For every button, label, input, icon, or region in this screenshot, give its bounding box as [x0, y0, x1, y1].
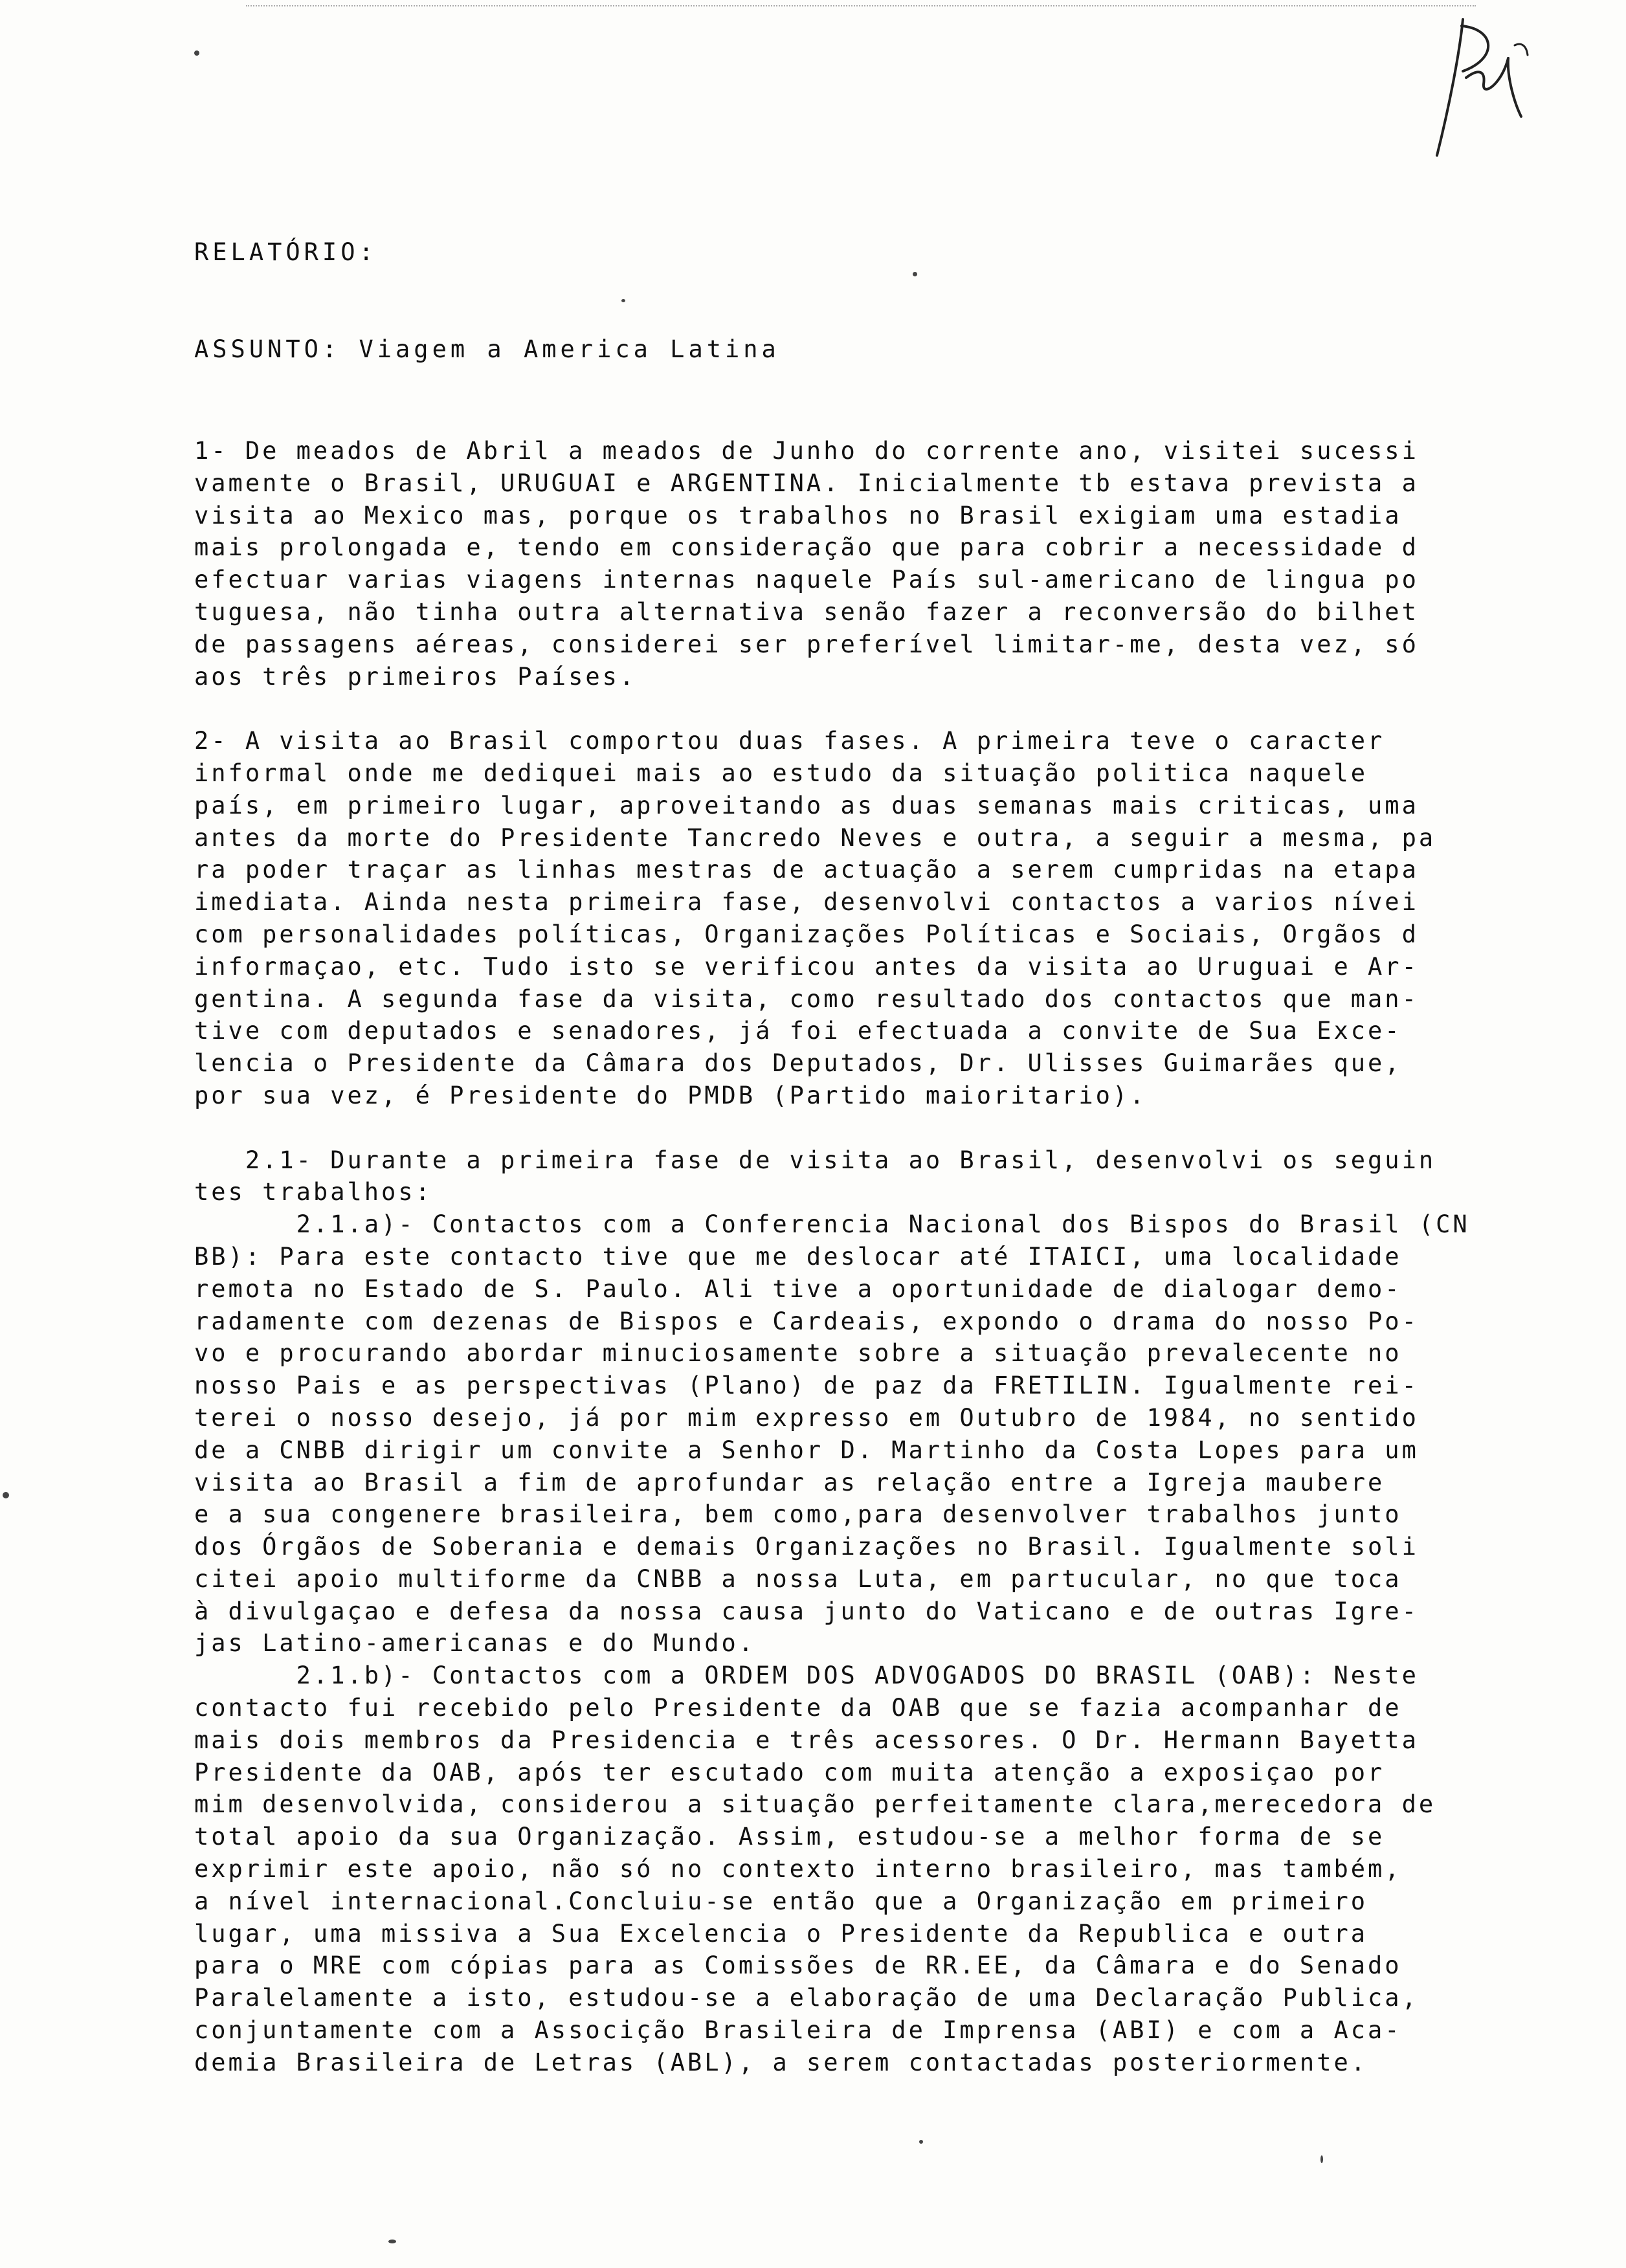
scan-artifact-top — [246, 5, 1476, 13]
text-line: 2.1- Durante a primeira fase de visita ao Brasil, desenvolvi os seguin — [194, 1146, 1436, 1174]
text-line: tuguesa, não tinha outra alternativa senão fazer a reconversão do bilhet — [194, 597, 1419, 626]
text-line: lencia o Presidente da Câmara dos Deputados, Dr. Ulisses Guimarães que, — [194, 1049, 1402, 1078]
scan-speck — [194, 50, 199, 56]
text-line: por sua vez, é Presidente do PMDB (Partido maioritario). — [194, 1081, 1147, 1109]
handwritten-signature — [1424, 6, 1541, 162]
paragraph-1 — [194, 435, 1541, 693]
text-line: tive com deputados e senadores, já foi efectuada a convite de Sua Exce- — [194, 1017, 1402, 1045]
text-line: remota no Estado de S. Paulo. Ali tive a oportunidade de dialogar demo- — [194, 1274, 1402, 1303]
text-line: informaçao, etc. Tudo isto se verificou antes da visita ao Uruguai e Ar- — [194, 952, 1419, 981]
text-line: tes trabalhos: — [194, 1178, 432, 1206]
text-line: informal onde me dediquei mais ao estudo da situação politica naquele — [194, 759, 1368, 787]
text-line: à divulgaçao e defesa da nossa causa junto do Vaticano e de outras Igre- — [194, 1597, 1419, 1625]
text-line: terei o nosso desejo, já por mim expresso em Outubro de 1984, no sentido — [194, 1403, 1419, 1432]
text-line: 2.1.a)- Contactos com a Conferencia Nacional dos Bispos do Brasil (CN — [194, 1210, 1470, 1239]
scan-speck — [913, 272, 917, 276]
scan-speck — [1320, 2155, 1323, 2163]
scan-speck — [621, 299, 625, 302]
text-line: citei apoio multiforme da CNBB a nossa Luta, em partucular, no que toca — [194, 1564, 1402, 1593]
text-line: vamente o Brasil, URUGUAI e ARGENTINA. Inicialmente tb estava prevista a — [194, 469, 1419, 497]
text-line: 2.1.b)- Contactos com a ORDEM DOS ADVOGADOS DO BRASIL (OAB): Neste — [194, 1662, 1419, 1690]
text-line: visita ao Brasil a fim de aprofundar as relação entre a Igreja maubere — [194, 1468, 1385, 1496]
scan-speck — [388, 2240, 396, 2243]
text-line: de passagens aéreas, considerei ser preferível limitar-me, desta vez, só — [194, 630, 1419, 658]
text-line: imediata. Ainda nesta primeira fase, desenvolvi contactos a varios nívei — [194, 888, 1419, 917]
text-line: conjuntamente com a Associção Brasileira de Imprensa (ABI) e com a Aca- — [194, 2016, 1402, 2045]
text-line: com personalidades políticas, Organizações Políticas e Sociais, Orgãos d — [194, 920, 1419, 948]
text-line: dos Órgãos de Soberania e demais Organizações no Brasil. Igualmente soli — [194, 1533, 1419, 1561]
text-line: radamente com dezenas de Bispos e Cardeais, expondo o drama do nosso Po- — [194, 1307, 1419, 1335]
text-line: 1- De meados de Abril a meados de Junho do corrente ano, visitei sucessi — [194, 437, 1419, 465]
paragraph-gap — [194, 1112, 1541, 1144]
text-line: mais prolongada e, tendo em consideração que para cobrir a necessidade d — [194, 533, 1419, 562]
text-line: nosso Pais e as perspectivas (Plano) de paz da FRETILIN. Igualmente rei- — [194, 1372, 1419, 1400]
report-body — [194, 435, 1541, 2079]
text-line: 2- A visita ao Brasil comportou duas fases. A primeira teve o caracter — [194, 727, 1385, 755]
text-line: total apoio da sua Organização. Assim, estudou-se a melhor forma de se — [194, 1823, 1385, 1851]
text-line: visita ao Mexico mas, porque os trabalhos no Brasil exigiam uma estadia — [194, 501, 1402, 529]
text-line: Presidente da OAB, após ter escutado com muita atenção a exposiçao por — [194, 1758, 1385, 1786]
report-subject: ASSUNTO: Viagem a America Latina — [194, 335, 780, 363]
text-line: BB): Para este contacto tive que me deslocar até ITAICI, uma localidade — [194, 1242, 1402, 1271]
text-line: país, em primeiro lugar, aproveitando as duas semanas mais criticas, uma — [194, 791, 1419, 819]
text-line: para o MRE com cópias para as Comissões de RR.EE, da Câmara e do Senado — [194, 1951, 1402, 1980]
paragraph-gap — [194, 693, 1541, 725]
text-line: contacto fui recebido pelo Presidente da OAB que se fazia acompanhar de — [194, 1694, 1402, 1722]
scan-speck — [3, 1492, 9, 1498]
text-line: efectuar varias viagens internas naquele País sul-americano de lingua po — [194, 566, 1419, 594]
text-line: lugar, uma missiva a Sua Excelencia o Presidente da Republica e outra — [194, 1919, 1368, 1948]
text-line: ra poder traçar as linhas mestras de actuação a serem cumpridas na etapa — [194, 856, 1419, 884]
text-line: gentina. A segunda fase da visita, como resultado dos contactos que man- — [194, 984, 1419, 1013]
text-line: e a sua congenere brasileira, bem como,para desenvolver trabalhos junto — [194, 1500, 1402, 1529]
text-line: antes da morte do Presidente Tancredo Neves e outra, a seguir a mesma, pa — [194, 823, 1436, 852]
text-line: aos três primeiros Países. — [194, 662, 637, 691]
report-title: RELATÓRIO: — [194, 238, 377, 266]
paragraph-2 — [194, 725, 1541, 1112]
text-line: mais dois membros da Presidencia e três acessores. O Dr. Hermann Bayetta — [194, 1726, 1419, 1754]
text-line: demia Brasileira de Letras (ABL), a serem contactadas posteriormente. — [194, 2048, 1368, 2076]
text-line: a nível internacional.Concluiu-se então que a Organização em primeiro — [194, 1887, 1368, 1915]
scan-speck — [919, 2140, 923, 2144]
text-line: mim desenvolvida, considerou a situação perfeitamente clara,merecedora de — [194, 1790, 1436, 1819]
text-line: de a CNBB dirigir um convite a Senhor D. Martinho da Costa Lopes para um — [194, 1436, 1419, 1464]
text-line: exprimir este apoio, não só no contexto interno brasileiro, mas também, — [194, 1855, 1402, 1884]
paragraph-3 — [194, 1144, 1541, 2079]
text-line: vo e procurando abordar minuciosamente sobre a situação prevalecente no — [194, 1339, 1402, 1368]
text-line: Paralelamente a isto, estudou-se a elaboração de uma Declaração Publica, — [194, 1984, 1419, 2012]
text-line: jas Latino-americanas e do Mundo. — [194, 1629, 756, 1658]
